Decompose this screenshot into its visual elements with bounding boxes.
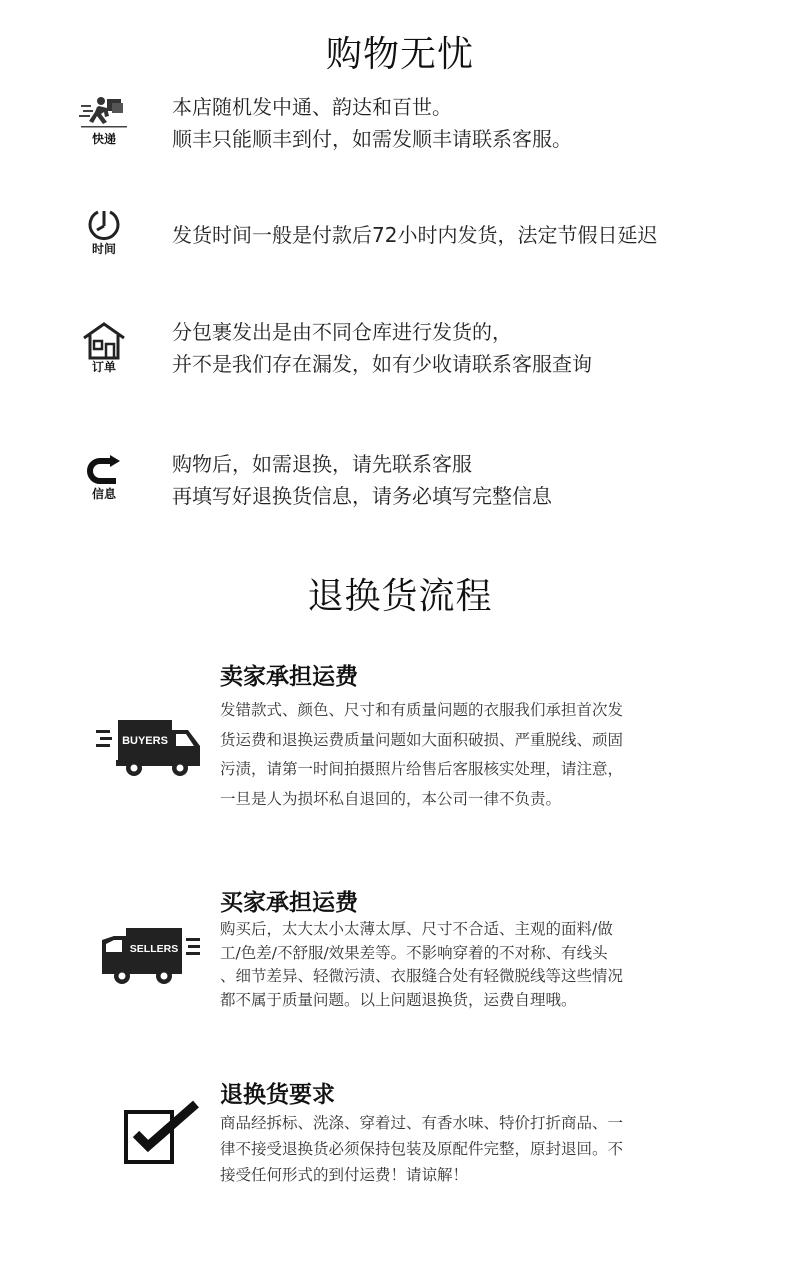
policy-icon-sellers [100,926,204,990]
info-text-delivery [172,91,572,155]
info-icon-info [78,455,130,501]
info-text-info [172,448,552,512]
policy-seller-pays [220,662,700,814]
info-text-order [172,316,592,380]
sellers-truck-label: SELLERS [129,943,179,955]
info-icon-time [78,208,130,256]
policy-heading: 卖家承担运费 [220,664,358,690]
info-line: 顺丰只能顺丰到付，如需发顺丰请联系客服。 [172,127,572,151]
policy-line: 商品经拆标、洗涤、穿着过、有香水味、特价打折商品、一 [220,1114,624,1132]
buyers-truck-label: BUYERS [122,735,168,747]
policy-line: 污渍，请第一时间拍摄照片给售后客服核实处理，请注意， [220,760,624,778]
info-line: 并不是我们存在漏发，如有少收请联系客服查询 [172,352,592,376]
clock-icon [84,208,124,242]
icon-label-time: 时间 [91,242,116,256]
policy-return-requirements [220,1080,700,1188]
info-text-time [172,219,657,251]
policy-line: 律不接受退换货必须保持包装及原配件完整，原封退回。不 [220,1140,624,1158]
info-line: 本店随机发中通、韵达和百世。 [172,95,452,119]
icon-label-delivery: 快递 [91,132,116,146]
policy-line: 一旦是人为损坏私自退回的，本公司一律不负责。 [220,789,562,808]
return-arrow-icon [84,455,124,487]
policy-heading: 买家承担运费 [220,890,358,916]
icon-label-info: 信息 [91,487,116,501]
policy-line: 工/色差/不舒服/效果差等。不影响穿着的不对称、有线头 [220,943,608,962]
buyers-truck-icon [96,718,202,778]
sellers-truck-icon [100,926,204,986]
section-title-worry-free: 购物无忧 [325,34,474,75]
policy-line: 都不属于质量问题。以上问题退换货，运费自理哦。 [220,990,577,1009]
info-icon-delivery [78,96,130,146]
policy-line: 购买后，太大太小太薄太厚、尺寸不合适、主观的面料/做 [220,920,613,938]
info-line: 分包裹发出是由不同仓库进行发货的， [172,320,512,344]
info-icon-order [78,322,130,374]
policy-line: 接受任何形式的到付运费！请谅解！ [220,1166,469,1184]
policy-line: 、细节差异、轻微污渍、衣服缝合处有轻微脱线等这些情况 [220,967,624,985]
section-title-return-process: 退换货流程 [307,576,493,617]
house-icon [82,322,126,360]
policy-line: 发错款式、颜色、尺寸和有质量问题的衣服我们承担首次发 [220,701,624,719]
policy-icon-requirements [122,1100,202,1170]
icon-label-order: 订单 [91,360,116,374]
policy-buyer-pays [220,888,700,1012]
policy-heading: 退换货要求 [220,1082,335,1108]
delivery-runner-icon [79,96,129,132]
info-line: 再填写好退换货信息，请务必填写完整信息 [172,484,552,508]
info-line: 发货时间一般是付款后72小时内发货，法定节假日延迟 [172,223,658,247]
policy-icon-buyers [96,718,202,782]
checkbox-icon [122,1100,202,1166]
policy-line: 货运费和退换运费质量问题如大面积破损、严重脱线、顽固 [220,730,624,749]
info-line: 购物后，如需退换，请先联系客服 [172,452,472,476]
